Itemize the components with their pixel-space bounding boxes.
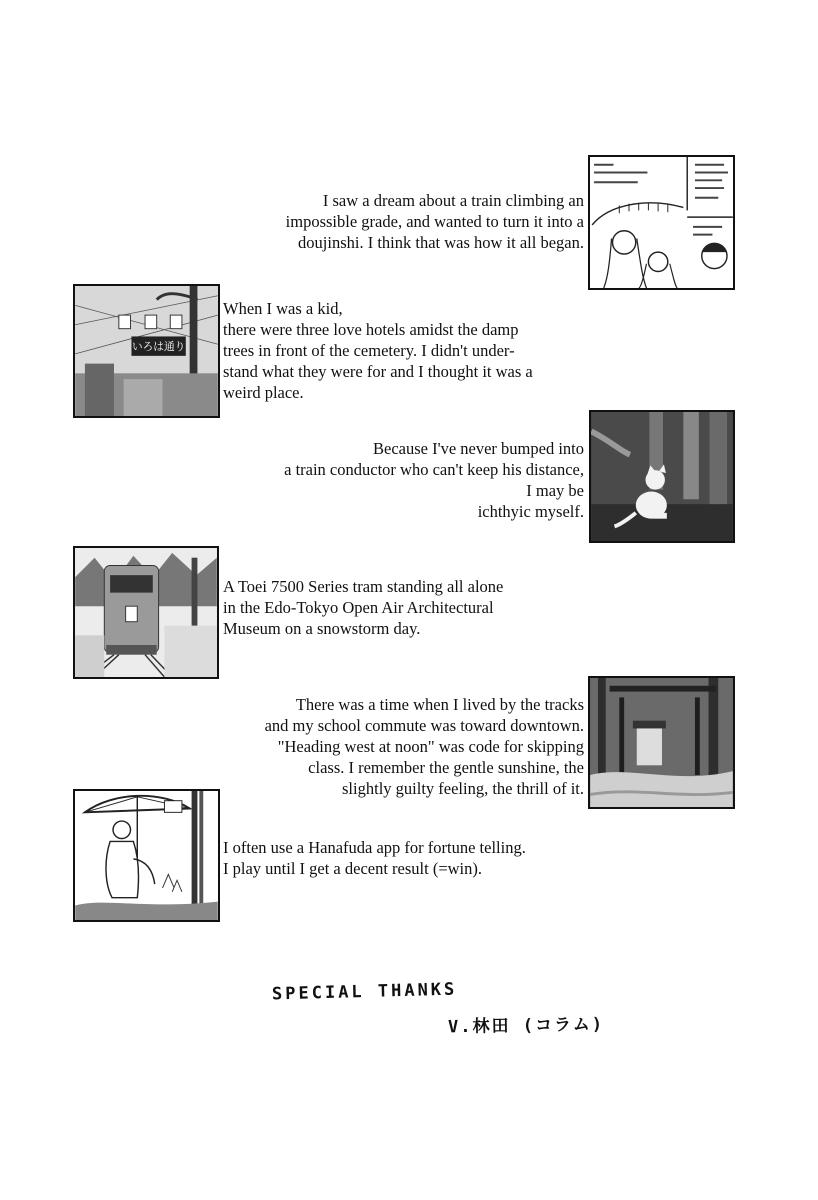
caption-1 xyxy=(286,190,584,253)
caption-line: Because I've never bumped into xyxy=(373,439,584,458)
caption-2 xyxy=(223,298,533,403)
caption-5 xyxy=(265,694,584,799)
tram-photo xyxy=(73,546,219,679)
umbrella-figure-icon xyxy=(75,791,218,920)
caption-line: I play until I get a decent result (=win). xyxy=(223,859,483,878)
street-sign-icon xyxy=(75,286,218,416)
street-sign-text: いろは通り xyxy=(131,340,186,354)
caption-line: class. I remember the gentle sunshine, the xyxy=(308,758,584,777)
street-sign-photo xyxy=(73,284,220,418)
cat-icon xyxy=(591,412,733,541)
special-thanks-name: V.林田 (コラム) xyxy=(447,1014,605,1038)
caption-line: A Toei 7500 Series tram standing all alone xyxy=(223,577,504,596)
caption-line: I often use a Hanafuda app for fortune telling. xyxy=(223,838,526,857)
caption-line: weird place. xyxy=(223,383,304,402)
caption-line: and my school commute was toward downtown. xyxy=(264,716,584,735)
caption-line: trees in front of the cemetery. I didn't under- xyxy=(223,341,515,360)
manga-sketch-panel xyxy=(588,155,735,290)
special-thanks-heading: SPECIAL THANKS xyxy=(271,979,458,1005)
caption-3 xyxy=(284,438,584,522)
caption-line: There was a time when I lived by the tracks xyxy=(295,695,584,714)
caption-line: I saw a dream about a train climbing an xyxy=(322,191,584,210)
shrine-photo xyxy=(588,676,735,809)
caption-line: When I was a kid, xyxy=(223,299,343,318)
shrine-icon xyxy=(590,678,733,807)
caption-line: stand what they were for and I thought it was a xyxy=(223,362,533,381)
caption-line: doujinshi. I think that was how it all began. xyxy=(298,233,584,252)
caption-line: in the Edo-Tokyo Open Air Architectural xyxy=(223,598,494,617)
cat-photo xyxy=(589,410,735,543)
caption-line: ichthyic myself. xyxy=(477,502,584,521)
caption-line: there were three love hotels amidst the damp xyxy=(223,320,519,339)
caption-line: "Heading west at noon" was code for skipping xyxy=(277,737,584,756)
caption-line: a train conductor who can't keep his distance, xyxy=(284,460,584,479)
umbrella-figure-drawing xyxy=(73,789,220,922)
caption-line: I may be xyxy=(526,481,584,500)
caption-line: impossible grade, and wanted to turn it into a xyxy=(285,212,584,231)
manga-sketch-icon xyxy=(590,157,733,288)
tram-icon xyxy=(75,548,217,677)
caption-4 xyxy=(223,576,503,639)
caption-line: slightly guilty feeling, the thrill of it. xyxy=(342,779,584,798)
caption-line: Museum on a snowstorm day. xyxy=(223,619,421,638)
caption-6 xyxy=(223,837,526,879)
